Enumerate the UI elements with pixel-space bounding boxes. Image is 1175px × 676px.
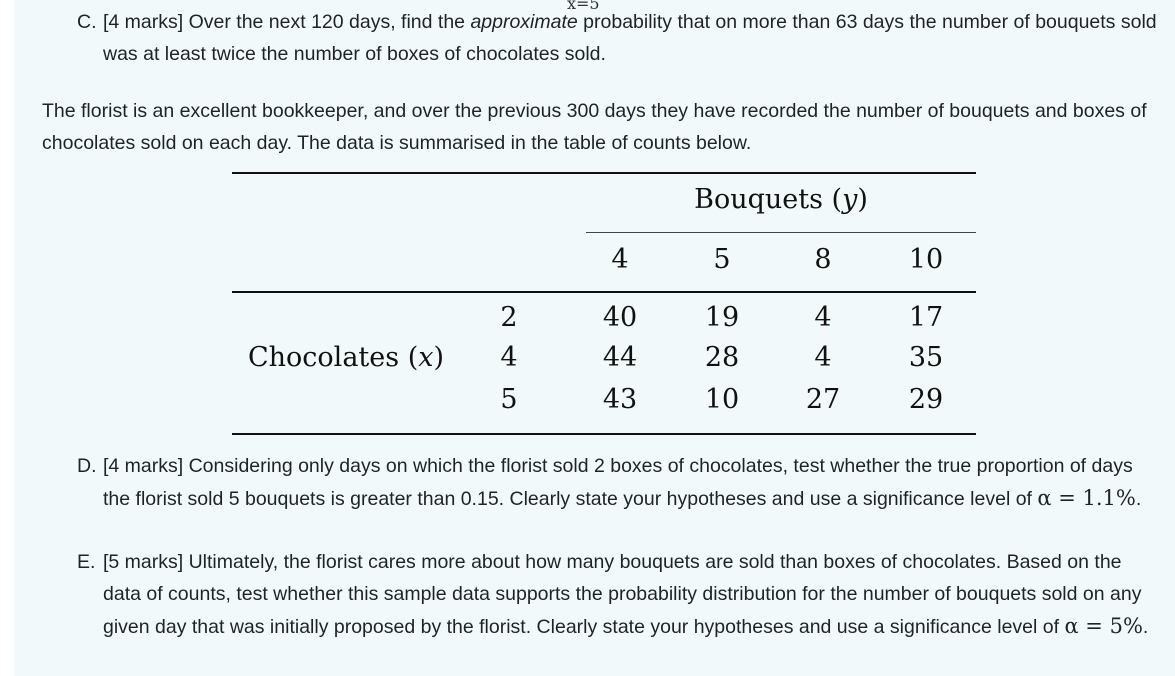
- item-end: .: [1135, 488, 1142, 510]
- table-cell: 19: [704, 302, 740, 333]
- significance-level-math: α = 5%: [1064, 614, 1143, 638]
- item-text: probability that on more than 63 days the number of bouquets sold was at least twice the number of boxes of chocolates sold.: [103, 11, 1157, 65]
- table-cell: 44: [602, 342, 638, 373]
- row-group-header: Chocolates (x): [248, 342, 445, 373]
- row-header-word: Chocolates: [248, 342, 400, 373]
- item-marker: D.: [77, 455, 97, 477]
- table-cell: 17: [908, 302, 944, 333]
- row-header: 2: [500, 302, 518, 333]
- table-mid-rule: [232, 291, 976, 293]
- item-emphasis: approximate: [470, 11, 578, 33]
- table-top-rule: [232, 172, 976, 174]
- question-item-e: [77, 546, 1162, 643]
- table-cell: 40: [602, 302, 638, 333]
- column-header: 5: [713, 244, 731, 275]
- header-underline: [586, 232, 976, 233]
- table-cell: 29: [908, 384, 944, 415]
- clipped-formula-fragment: [567, 0, 595, 2]
- item-marker: C.: [77, 11, 97, 33]
- column-header-word: Bouquets: [694, 184, 823, 215]
- table-cell: 27: [805, 384, 841, 415]
- counts-table: [232, 172, 976, 436]
- row-header-var: x: [418, 342, 434, 373]
- column-header-var: y: [842, 184, 858, 215]
- table-cell: 4: [814, 302, 832, 333]
- item-text: [4 marks] Over the next 120 days, find the: [103, 11, 471, 33]
- item-end: .: [1142, 616, 1149, 638]
- table-cell: 43: [602, 384, 638, 415]
- row-header: 5: [500, 384, 518, 415]
- table-cell: 28: [704, 342, 740, 373]
- item-text: [5 marks] Ultimately, the florist cares more about how many bouquets are sold than boxes of chocolates. Based on the data of counts, test whether this sample data supports the probability distribution for the number of bouquets sold on any given day that was initially proposed by the florist. Clearly state your hypotheses and use a significance level of: [103, 551, 1142, 638]
- column-header: 8: [814, 244, 832, 275]
- question-item-d: [77, 450, 1162, 515]
- column-header: 4: [611, 244, 629, 275]
- table-bottom-rule: [232, 433, 976, 435]
- table-cell: 10: [704, 384, 740, 415]
- table-cell: 35: [908, 342, 944, 373]
- item-text: [4 marks] Considering only days on which the florist sold 2 boxes of chocolates, test whether the true proportion of days the florist sold 5 bouquets is greater than 0.15. Clearly state your hypotheses and use a significance level of: [103, 455, 1133, 510]
- question-item-c: [77, 6, 1162, 70]
- column-group-header: Bouquets (y): [694, 184, 868, 215]
- table-cell: 4: [814, 342, 832, 373]
- column-header: 10: [908, 244, 944, 275]
- intro-paragraph: The florist is an excellent bookkeeper, and over the previous 300 days they have recorded the number of bouquets and boxes of chocolates sold on each day. The data is summarised in the table of counts below.: [42, 100, 1147, 154]
- item-marker: E.: [77, 551, 96, 573]
- significance-level-math: α = 1.1%: [1037, 486, 1136, 510]
- row-header: 4: [500, 342, 518, 373]
